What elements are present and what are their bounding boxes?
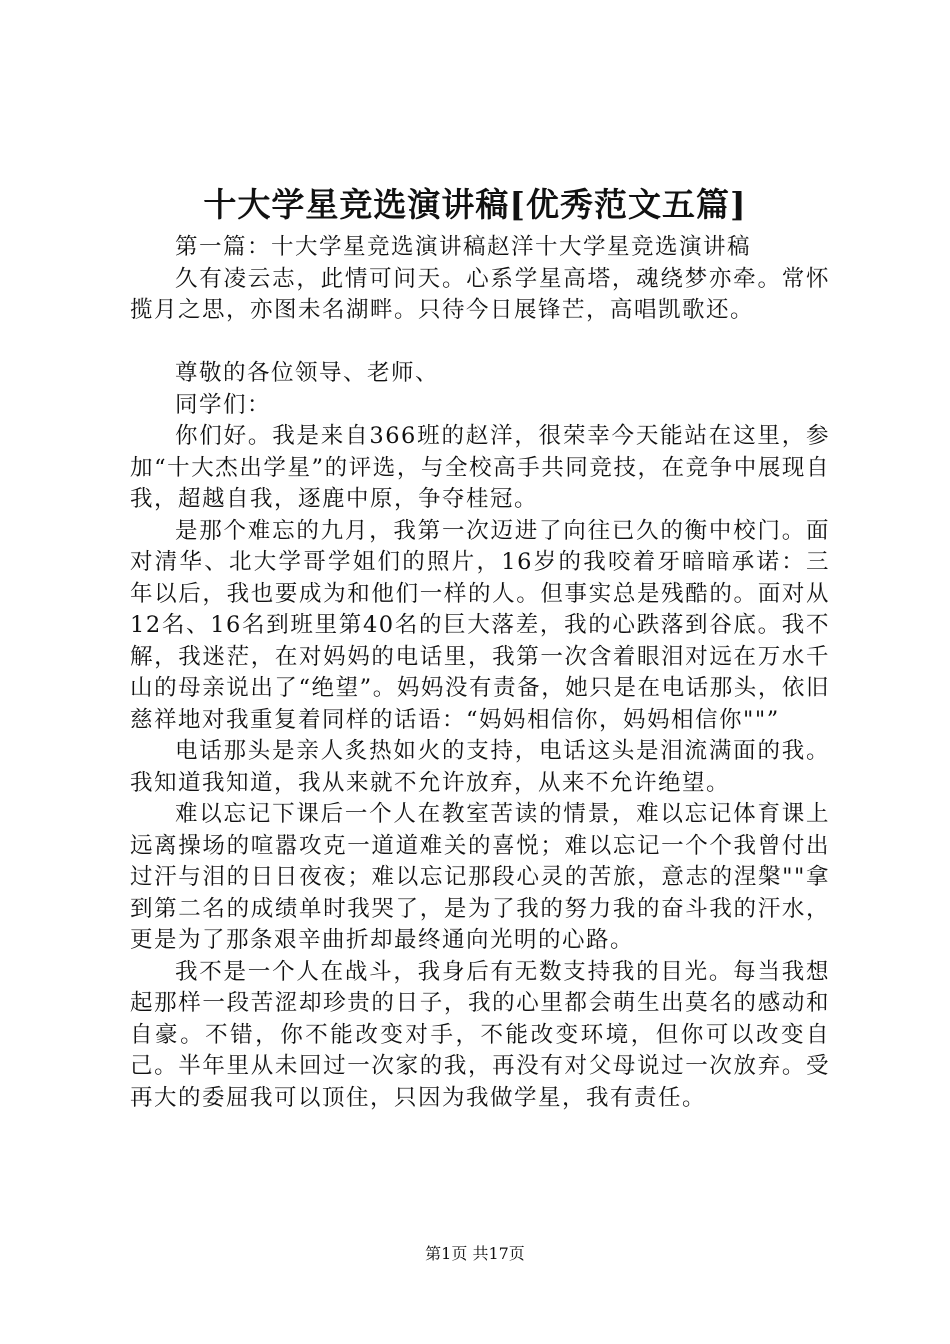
paragraph-hard-work: 难以忘记下课后一个人在教室苦读的情景，难以忘记体育课上远离操场的喧嚣攻克一道道难关的喜悦；难以忘记一个个我曾付出过汗与泪的日日夜夜；难以忘记那段心灵的苦旅，意志的涅槃""拿到第二名的成绩单时我哭了，是为了我的努力我的奋斗我的汗水，更是为了那条艰辛曲折却最终通向光明的心路。 (130, 801, 830, 953)
paragraph-chapter-heading: 第一篇：十大学星竞选演讲稿赵洋十大学星竞选演讲稿 (175, 234, 752, 260)
paragraph-phone-support: 电话那头是亲人炙热如火的支持，电话这头是泪流满面的我。我知道我知道，我从来就不允许放弃，从来不允许绝望。 (130, 738, 830, 796)
page-number-footer: 第1页 共17页 (425, 1244, 525, 1263)
paragraph-salutation: 尊敬的各位领导、老师、 (175, 360, 440, 386)
document-title: 十大学星竞选演讲稿[优秀范文五篇] (203, 185, 747, 224)
paragraph-poem: 久有凌云志，此情可问天。心系学星高塔，魂绕梦亦牵。常怀揽月之思，亦图未名湖畔。只待今日展锋芒，高唱凯歌还。 (130, 265, 830, 323)
document-body (130, 232, 830, 1114)
paragraph-responsibility: 我不是一个人在战斗，我身后有无数支持我的目光。每当我想起那样一段苦涩却珍贵的日子，我的心里都会萌生出莫名的感动和自豪。不错，你不能改变对手，不能改变环境，但你可以改变自己。半年里从未回过一次家的我，再没有对父母说过一次放弃。受再大的委屈我可以顶住，只因为我做学星，我有责任。 (130, 958, 830, 1111)
paragraph-september: 是那个难忘的九月，我第一次迈进了向往已久的衡中校门。面对清华、北大学哥学姐们的照片，16岁的我咬着牙暗暗承诺：三年以后，我也要成为和他们一样的人。但事实总是残酷的。面对从12名、16名到班里第40名的巨大落差，我的心跌落到谷底。我不解，我迷茫，在对妈妈的电话里，我第一次含着眼泪对远在万水千山的母亲说出了“绝望”。妈妈没有责备，她只是在电话那头，依旧慈祥地对我重复着同样的话语：“妈妈相信你，妈妈相信你""” (130, 517, 830, 733)
paragraph-introduction: 你们好。我是来自366班的赵洋，很荣幸今天能站在这里，参加“十大杰出学星”的评选，与全校高手共同竞技，在竞争中展现自我，超越自我，逐鹿中原，争夺桂冠。 (130, 423, 830, 512)
paragraph-salutation-continued: 同学们： (175, 391, 272, 418)
